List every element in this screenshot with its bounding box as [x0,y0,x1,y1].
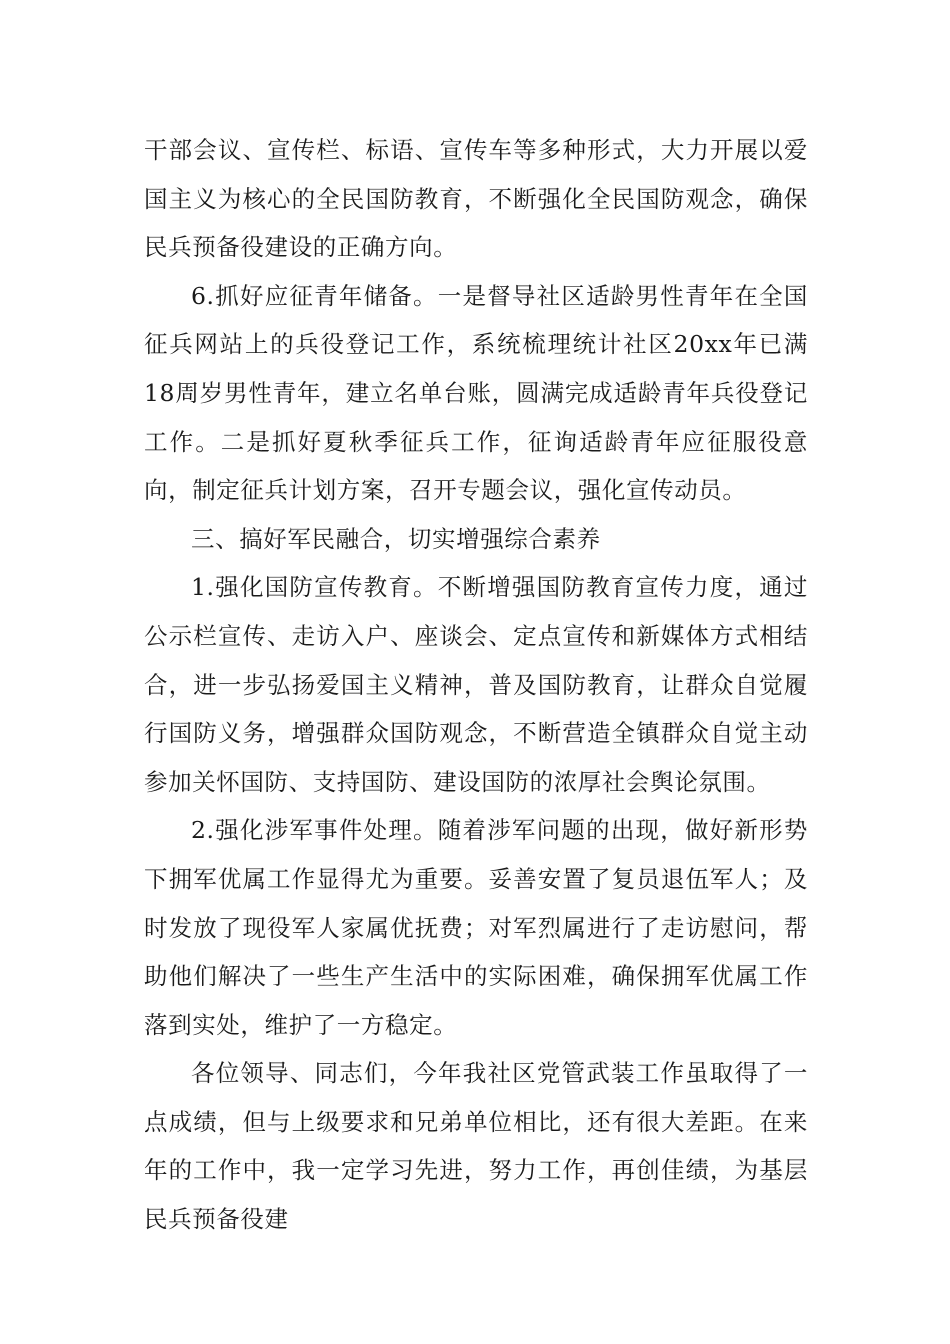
paragraph-item-1: 1.强化国防宣传教育。不断增强国防教育宣传力度，通过公示栏宣传、走访入户、座谈会、定点宣传和新媒体方式相结合，进一步弘扬爱国主义精神，普及国防教育，让群众自觉履行国防义务，增强群众国防观念，不断营造全镇群众自觉主动参加关怀国防、支持国防、建设国防的浓厚社会舆论氛围。 [144,573,808,796]
paragraph-item-6: 6.抓好应征青年储备。一是督导社区适龄男性青年在全国征兵网站上的兵役登记工作，系统梳理统计社区20xx年已满18周岁男性青年，建立名单台账，圆满完成适龄青年兵役登记工作。二是抓好夏秋季征兵工作，征询适龄青年应征服役意向，制定征兵计划方案，召开专题会议，强化宣传动员。 [144,281,808,505]
paragraph-continuation: 干部会议、宣传栏、标语、宣传车等多种形式，大力开展以爱国主义为核心的全民国防教育，不断强化全民国防观念，确保民兵预备役建设的正确方向。 [144,136,808,262]
paragraph-closing: 各位领导、同志们，今年我社区党管武装工作虽取得了一点成绩，但与上级要求和兄弟单位相比，还有很大差距。在来年的工作中，我一定学习先进，努力工作，再创佳绩，为基层民兵预备役建 [144,1059,808,1234]
paragraph-item-2: 2.强化涉军事件处理。随着涉军问题的出现，做好新形势下拥军优属工作显得尤为重要。妥善安置了复员退伍军人；及时发放了现役军人家属优抚费；对军烈属进行了走访慰问，帮助他们解决了一些生产生活中的实际困难，确保拥军优属工作落到实处，维护了一方稳定。 [144,816,808,1039]
document-body [144,126,808,1244]
section-heading-3: 三、搞好军民融合，切实增强综合素养 [191,524,601,553]
